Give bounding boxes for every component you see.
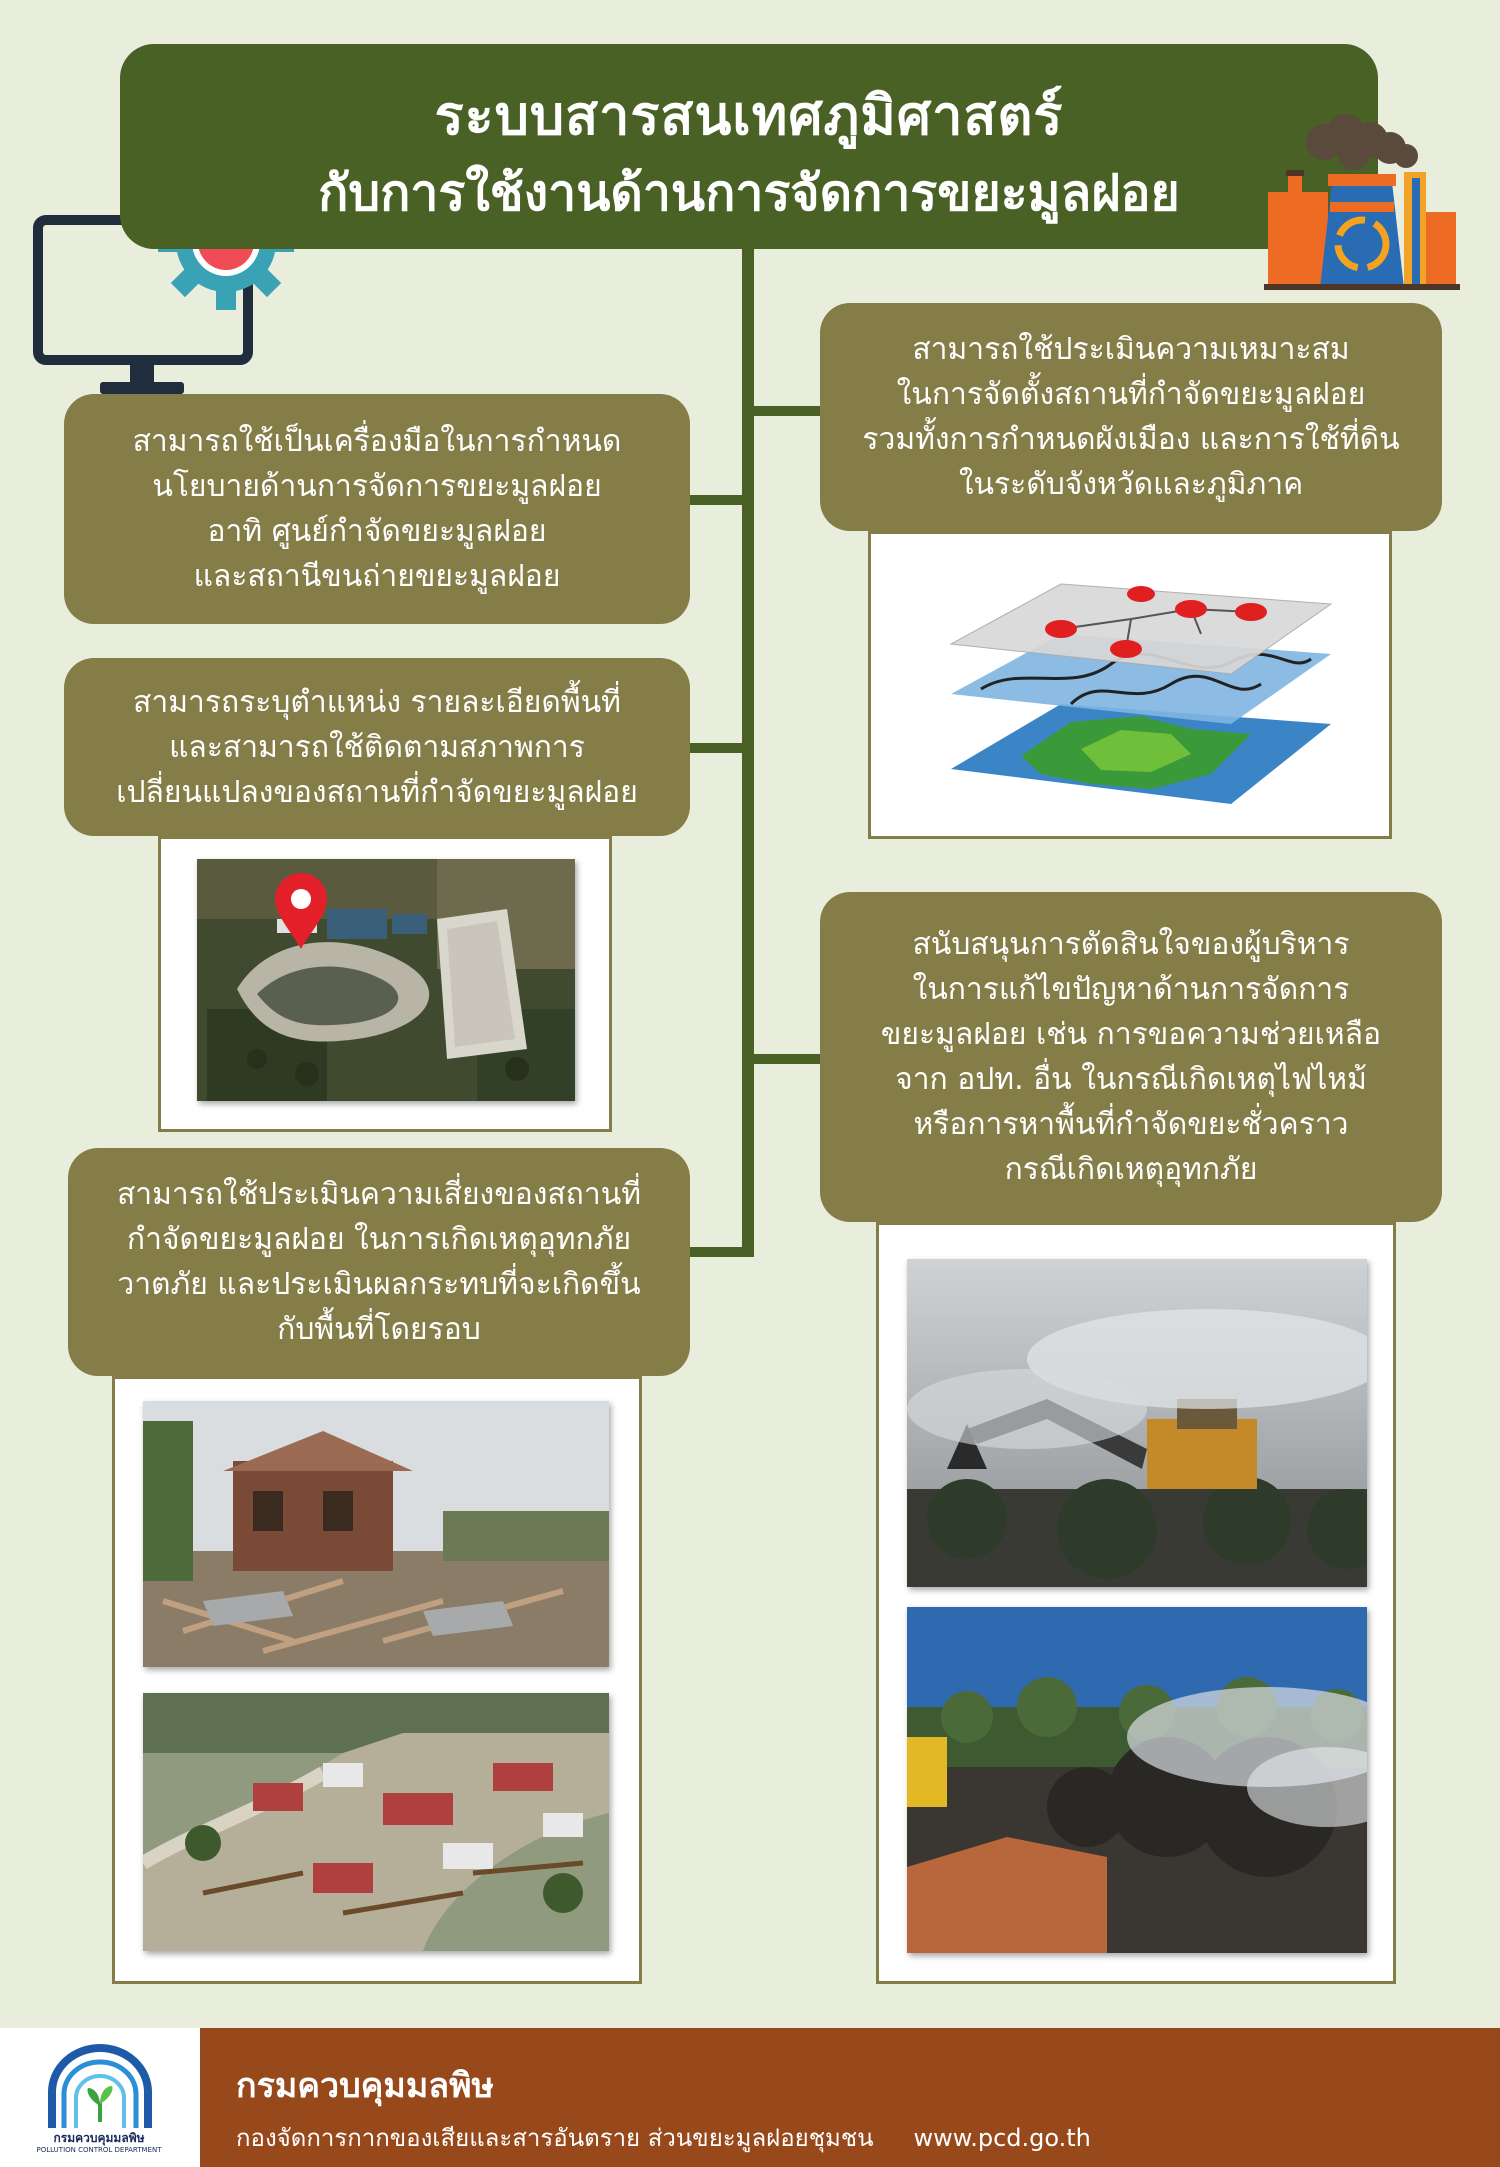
footer-org-name: กรมควบคุมมลพิษ [236,2066,494,2106]
flood-damage-photo [143,1693,609,1951]
footer-division: กองจัดการกากของเสียและสารอันตราย ส่วนขยะมูลฝอยชุมชน [236,2124,874,2152]
info-box-decision [820,892,1442,1222]
risk-line-2: กำจัดขยะมูลฝอย ในการเกิดเหตุอุทกภัย [126,1222,632,1257]
satellite-image [197,859,575,1101]
page-title: ระบบสารสนเทศภูมิศาสตร์ [434,84,1064,147]
info-box-risk [68,1148,690,1376]
landfill-fire-excavator-photo [907,1259,1367,1587]
logo-caption: กรมควบคุมมลพิษ [53,2131,145,2145]
risk-line-3: วาตภัย และประเมินผลกระทบที่จะเกิดขึ้น [117,1267,641,1302]
header-banner [120,44,1378,249]
decision-line-6: กรณีเกิดเหตุอุทกภัย [1004,1152,1258,1187]
map-pin-icon [271,871,331,951]
satellite-frame [158,836,612,1132]
footer-bar [200,2028,1500,2167]
location-line-3: เปลี่ยนแปลงของสถานที่กำจัดขยะมูลฝอย [116,774,638,810]
footer-division-line [236,2118,1091,2157]
gis-layers-frame [868,531,1392,839]
decision-line-1: สนับสนุนการตัดสินใจของผู้บริหาร [912,927,1350,962]
landfill-smoke-photo [907,1607,1367,1953]
logo-caption-english: POLLUTION CONTROL DEPARTMENT [36,2146,162,2154]
connector-branch-policy [690,495,754,505]
connector-branch-decision [742,1054,822,1064]
location-line-2: และสามารถใช้ติดตามสภาพการ [169,729,585,765]
suitability-line-1: สามารถใช้ประเมินความเหมาะสม [912,332,1350,367]
info-box-suitability [820,303,1442,531]
suitability-line-3: รวมทั้งการกำหนดผังเมือง และการใช้ที่ดิน [862,422,1400,457]
info-box-location [64,658,690,836]
policy-line-2: นโยบายด้านการจัดการขยะมูลฝอย [152,469,602,504]
decision-line-5: หรือการหาพื้นที่กำจัดขยะชั่วคราว [913,1107,1349,1142]
suitability-line-4: ในระดับจังหวัดและภูมิภาค [958,467,1304,502]
info-box-policy [64,394,690,624]
decision-line-4: จาก อปท. อื่น ในกรณีเกิดเหตุไฟไหม้ [895,1062,1367,1097]
connector-branch-risk [690,1247,754,1257]
connector-branch-location [690,743,754,753]
policy-line-1: สามารถใช้เป็นเครื่องมือในการกำหนด [132,424,622,459]
page-subtitle: กับการใช้งานด้านการจัดการขยะมูลฝอย [318,164,1180,222]
pcd-logo-icon [46,2042,154,2132]
landfill-fire-frame [876,1222,1396,1984]
decision-line-2: ในการแก้ไขปัญหาด้านการจัดการ [912,972,1350,1007]
storm-damage-photo [143,1401,609,1667]
policy-line-4: และสถานีขนถ่ายขยะมูลฝอย [193,559,561,594]
policy-line-3: อาทิ ศูนย์กำจัดขยะมูลฝอย [207,514,547,549]
gis-layers-illustration [871,534,1389,836]
disaster-photos-frame [112,1376,642,1984]
suitability-line-2: ในการจัดตั้งสถานที่กำจัดขยะมูลฝอย [896,377,1366,412]
footer-logo-area [0,2028,200,2167]
factory-recycle-icon [1262,112,1462,292]
footer-website-link[interactable]: www.pcd.go.th [913,2124,1091,2152]
risk-line-4: กับพื้นที่โดยรอบ [277,1312,481,1347]
connector-branch-suitability [742,406,822,416]
decision-line-3: ขยะมูลฝอย เช่น การขอความช่วยเหลือ [880,1017,1382,1052]
risk-line-1: สามารถใช้ประเมินความเสี่ยงของสถานที่ [117,1177,641,1212]
location-line-1: สามารถระบุตำแหน่ง รายละเอียดพื้นที่ [133,684,621,720]
